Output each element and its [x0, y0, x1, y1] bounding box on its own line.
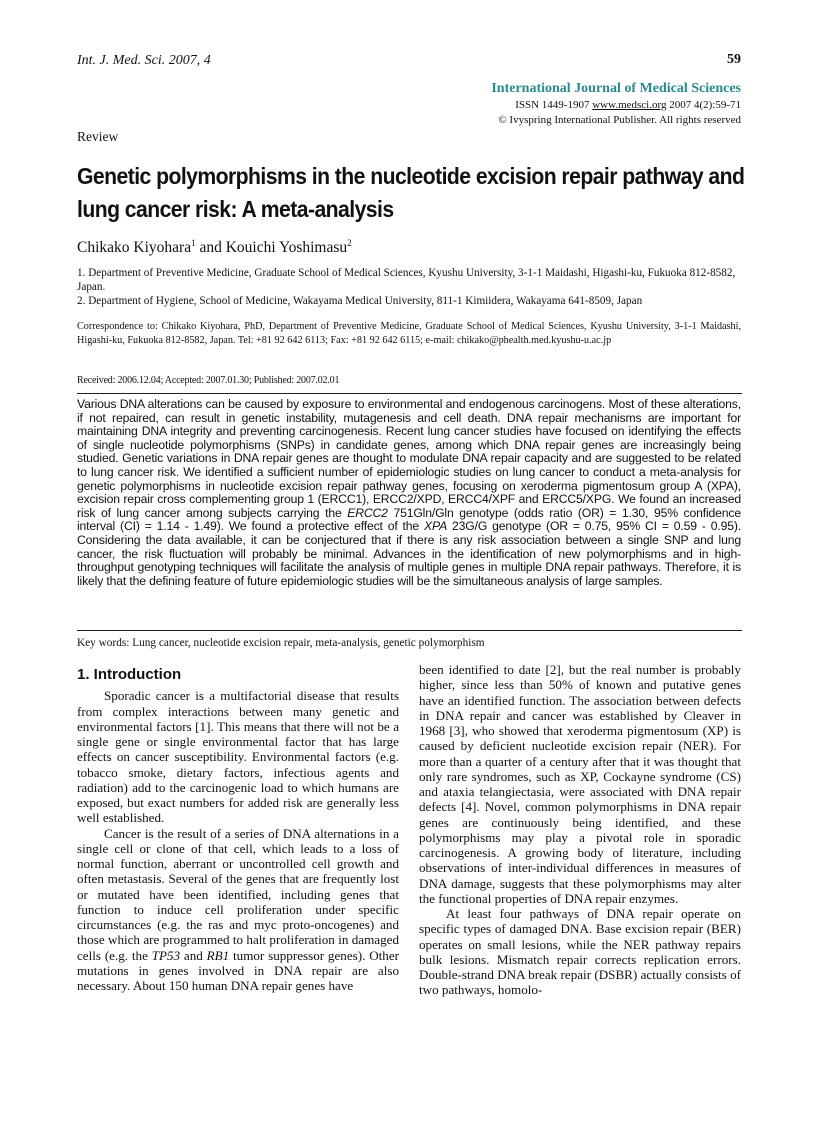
correspondence: Correspondence to: Chikako Kiyohara, PhD, Department of Preventive Medicine, Graduate School of Medical Sciences, Kyushu University, 3-1-1 Maidashi, Higashi-ku, Fukuoka 812-8582, Japan. Tel: +81 92 642 6113; Fax: +81 92 642 6115; e-mail: chikako@phealth.med.kyushu-u.ac.jp: [77, 321, 741, 346]
section-heading: 1. Introduction: [77, 666, 182, 683]
paragraph-text: and: [180, 947, 207, 963]
abstract: [77, 398, 741, 588]
paragraph-text: tumor suppressor genes). Other mutations in genes involved in DNA repair are also necessary. About 150 human DNA repair genes have: [77, 947, 400, 993]
article-type: Review: [77, 129, 119, 144]
publication-dates: Received: 2006.12.04; Accepted: 2007.01.30; Published: 2007.02.01: [77, 375, 340, 386]
affiliation-marker: 2: [347, 238, 352, 248]
abstract-text: 751Gln/Gln genotype (odds ratio (OR) = 1.30, 95% confidence interval (CI) = 1.14 - 1.49). We found a protective effect of the: [77, 505, 741, 534]
gene-name: XPA: [424, 519, 448, 534]
copyright-notice: © Ivyspring International Publisher. All rights reserved: [498, 114, 741, 126]
affiliation-1: 1. Department of Preventive Medicine, Graduate School of Medical Sciences, Kyushu University, 3-1-1 Maidashi, Higashi-ku, Fukuoka 812-8582, Japan.: [77, 267, 736, 293]
keywords: Key words: Lung cancer, nucleotide excision repair, meta-analysis, genetic polymorphism: [77, 637, 485, 649]
affiliation-2: 2. Department of Hygiene, School of Medicine, Wakayama Medical University, 811-1 Kimiidera, Wakayama 641-8509, Japan: [77, 295, 643, 307]
journal-website-link[interactable]: www.medsci.org: [592, 99, 667, 111]
gene-name: TP53: [151, 947, 181, 963]
affiliation-marker: 1: [191, 238, 196, 248]
article-title: Genetic polymorphisms in the nucleotide excision repair pathway and lung cancer risk: A meta-analysis: [77, 163, 745, 222]
author-list: [77, 238, 352, 257]
paragraph: [77, 826, 399, 994]
issn-line: [515, 99, 741, 111]
author-separator: and: [195, 239, 226, 257]
affiliations: [77, 266, 741, 308]
author-name: Chikako Kiyohara: [77, 239, 192, 257]
abstract-text: Various DNA alterations can be caused by exposure to environmental and endogenous carcinogens. Most of these alterations, if not repaired, can result in genetic instability, mutagenesis and cell death. DNA repair mechanisms are important for maintaining DNA integrity and preventing carcinogenesis. Recent lung cancer studies have focused on identifying the effects of single nucleotide polymorphisms (SNPs) in candidate genes, among which DNA repair genes are increasingly being studied. Genetic variations in DNA repair genes are thought to modulate DNA repair capacity and are suggested to be related to lung cancer risk. We identified a sufficient number of epidemiologic studies on lung cancer to conduct a meta-analysis for genetic polymorphisms in nucleotide excision repair pathway genes, focusing on xeroderma pigmentosum group A (XPA), excision repair cross complementing group 1 (ERCC1), ERCC2/XPD, ERCC4/XPF and ERCC5/XPG. We found an increased risk of lung cancer among subjects carrying the: [77, 397, 741, 520]
paragraph: At least four pathways of DNA repair operate on specific types of damaged DNA. Base excision repair (BER) operates on small lesions, while the NER pathway repairs bulk lesions. Mismatch repair corrects replication errors. Double-strand DNA break repair (DSBR) actually consists of two pathways, homolo-: [419, 906, 741, 998]
abstract-bottom-rule: [77, 630, 742, 631]
gene-name: RB1: [206, 947, 230, 963]
paragraph-text: Cancer is the result of a series of DNA alternations in a single cell or clone of that cell, which leads to a loss of normal function, aberrant or uncontrolled cell growth and often metastasis. Several of the genes that are frequently lost or mutated have been identified, including genes that function to induce cell proliferation under specific circumstances (e.g. the ras and myc proto-oncogenes) and those which are programmed to halt proliferation in damaged cells (e.g. the: [77, 825, 399, 963]
page-number: 59: [727, 52, 741, 67]
running-title: Int. J. Med. Sci. 2007, 4: [77, 53, 211, 68]
body-column-right: [419, 662, 741, 998]
issn-suffix: 2007 4(2):59-71: [666, 99, 741, 111]
author-name: Kouichi Yoshimasu: [225, 239, 348, 257]
abstract-top-rule: [77, 393, 742, 394]
paragraph: been identified to date [2], but the real number is probably higher, since less than 50% of known and putative genes have an identified function. The association between defects in DNA repair and cancer was established by Cleaver in 1968 [3], who showed that xeroderma pigmentosum (XP) is caused by deficient nucleotide excision repair (NER). For more than a quarter of a century after that it was thought that only rare syndromes, such as XP, Cockayne syndrome (CS) and ataxia telangiectasia, were associated with DNA repair defects [4]. Novel, common polymorphisms in DNA repair genes are continuously being identified, and these polymorphisms may play a pivotal role in sporadic carcinogenesis. A growing body of literature, including observations of inter-individual differences in measures of DNA damage, suggests that these polymorphisms may alter the functional properties of DNA repair enzymes.: [419, 662, 741, 906]
paragraph: Sporadic cancer is a multifactorial disease that results from complex interactions between many genetic and environmental factors [1]. This means that there will not be a single gene or single environmental factor that has large effects on cancer susceptibility. Environmental factors (e.g. tobacco smoke, dietary factors, infectious agents and radiation) add to the carcinogenic load to which humans are exposed, but exact numbers for added risk are generally less well established.: [77, 688, 399, 826]
gene-name: ERCC2: [347, 505, 388, 520]
body-column-left: [77, 662, 399, 993]
journal-name: International Journal of Medical Sciences: [491, 81, 741, 96]
abstract-text: 23G/G genotype (OR = 0.75, 95% CI = 0.59 - 0.95). Considering the data available, it can be conjectured that if there is any risk association between a single SNP and lung cancer, the risk fluctuation will probably be minimal. Advances in the identification of new polymorphisms and in high-throughput genotyping techniques will facilitate the analysis of multiple genes in multiple DNA repair pathways. Therefore, it is likely that the defining feature of future epidemiologic studies will be the simultaneous analysis of large samples.: [77, 519, 741, 588]
issn-prefix: ISSN 1449-1907: [515, 99, 593, 111]
